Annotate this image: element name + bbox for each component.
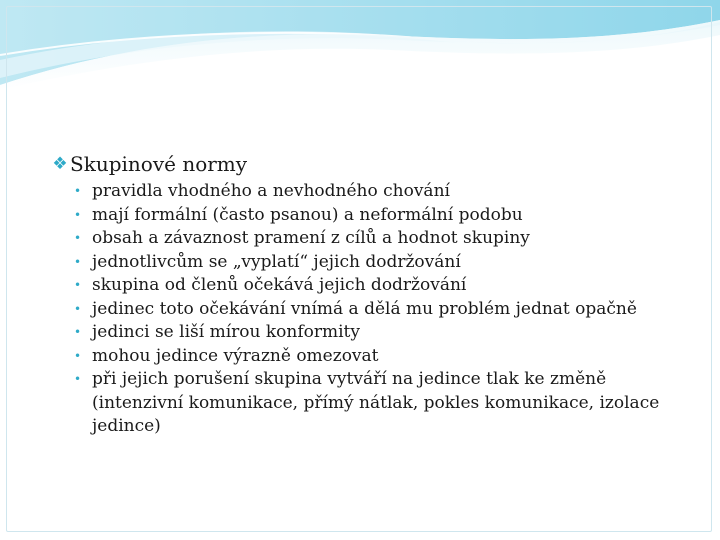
list-item (74, 204, 672, 228)
slide-content (52, 150, 692, 439)
list-item-text: obsah a závaznost pramení z cílů a hodnot skupiny (92, 228, 530, 248)
list-item-text: pravidla vhodného a nevhodného chování (92, 181, 450, 201)
list-item-text: jedinci se liší mírou konformity (92, 322, 360, 342)
diamond-bullet-icon: ❖ (52, 154, 68, 174)
bullet-dot-icon: • (74, 184, 82, 198)
list-item (74, 274, 672, 298)
list-item (74, 251, 672, 275)
slide-heading (52, 150, 692, 178)
list-item (74, 298, 672, 322)
list-item (74, 227, 672, 251)
list-item (74, 180, 672, 204)
list-item-text: mají formální (často psanou) a neformální podobu (92, 204, 523, 225)
bullet-dot-icon: • (74, 301, 82, 316)
list-item (74, 345, 672, 369)
bullet-dot-icon: • (74, 254, 82, 269)
bullet-dot-icon: • (74, 372, 82, 386)
bullet-dot-icon: • (74, 231, 82, 245)
bullet-list (52, 180, 692, 439)
list-item-text: jedinec toto očekávání vnímá a dělá mu problém jednat opačně (92, 298, 637, 319)
list-item-text: skupina od členů očekává jejich dodržování (92, 275, 467, 295)
bullet-dot-icon: • (74, 207, 82, 222)
list-item (74, 321, 672, 345)
heading-text: Skupinové normy (70, 152, 248, 176)
bullet-dot-icon: • (74, 278, 82, 292)
list-item (74, 368, 672, 439)
list-item-text: při jejich porušení skupina vytváří na jedince tlak ke změně (intenzivní komunikace, přímý nátlak, pokles komunikace, izolace jedince) (92, 369, 660, 436)
list-item-text: jednotlivcům se „vyplatí“ jejich dodržování (92, 251, 461, 272)
bullet-dot-icon: • (74, 348, 82, 363)
list-item-text: mohou jedince výrazně omezovat (92, 345, 379, 366)
bullet-dot-icon: • (74, 325, 82, 339)
